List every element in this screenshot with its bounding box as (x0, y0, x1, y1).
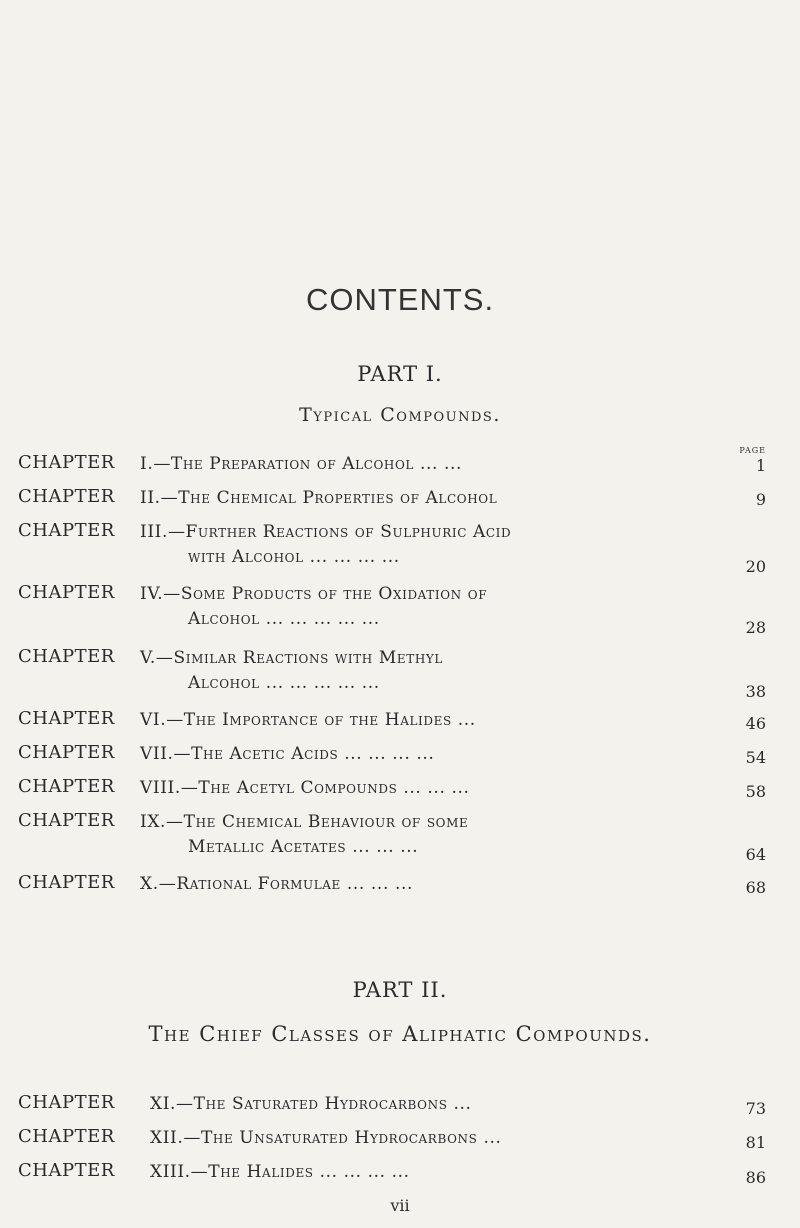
toc-entry-continuation: Alcohol ... ... ... ... ... (188, 673, 380, 693)
chapter-label: CHAPTER (18, 742, 115, 763)
toc-entry: XII.—The Unsaturated Hydrocarbons ... (150, 1128, 502, 1148)
page-number: 81 (745, 1133, 766, 1152)
toc-entry: III.—Further Reactions of Sulphuric Acid (140, 522, 512, 542)
toc-entry: XI.—The Saturated Hydrocarbons ... (150, 1094, 472, 1114)
page-number: 9 (755, 490, 766, 509)
page-column-header: PAGE (739, 446, 766, 455)
toc-entry: V.—Similar Reactions with Methyl (140, 648, 443, 668)
toc-entry-continuation: Alcohol ... ... ... ... ... (188, 609, 380, 629)
toc-entry: VIII.—The Acetyl Compounds ... ... ... (140, 778, 470, 798)
toc-entry: VII.—The Acetic Acids ... ... ... ... (140, 744, 435, 764)
page-folio: vii (390, 1196, 410, 1215)
page-number: 58 (745, 782, 766, 801)
page-number: 68 (745, 878, 766, 897)
page-number: 86 (745, 1168, 766, 1187)
toc-entry: VI.—The Importance of the Halides ... (140, 710, 476, 730)
page-number: 1 (755, 456, 766, 475)
chapter-label: CHAPTER (18, 520, 115, 541)
chapter-label: CHAPTER (18, 486, 115, 507)
toc-entry: X.—Rational Formulae ... ... ... (140, 874, 413, 894)
part-2-heading: PART II. (352, 978, 448, 1002)
part-2-subtitle: The Chief Classes of Aliphatic Compounds. (148, 1022, 652, 1046)
page-title: CONTENTS. (305, 282, 495, 317)
chapter-label: CHAPTER (18, 872, 115, 893)
chapter-label: CHAPTER (18, 708, 115, 729)
toc-entry: IX.—The Chemical Behaviour of some (140, 812, 469, 832)
page-number: 64 (745, 845, 766, 864)
page-number: 46 (745, 714, 766, 733)
chapter-label: CHAPTER (18, 776, 115, 797)
chapter-label: CHAPTER (18, 582, 115, 603)
page-number: 20 (745, 557, 766, 576)
page-number: 28 (745, 618, 766, 637)
toc-entry: XIII.—The Halides ... ... ... ... (150, 1162, 410, 1182)
chapter-label: CHAPTER (18, 452, 115, 473)
toc-entry: I.—The Preparation of Alcohol ... ... (140, 454, 463, 474)
page-number: 73 (745, 1099, 766, 1118)
toc-entry-continuation: Metallic Acetates ... ... ... (188, 837, 419, 857)
chapter-label: CHAPTER (18, 1160, 115, 1181)
chapter-label: CHAPTER (18, 1092, 115, 1113)
chapter-label: CHAPTER (18, 646, 115, 667)
toc-entry-continuation: with Alcohol ... ... ... ... (188, 547, 400, 567)
chapter-label: CHAPTER (18, 810, 115, 831)
chapter-label: CHAPTER (18, 1126, 115, 1147)
toc-entry: IV.—Some Products of the Oxidation of (140, 584, 488, 604)
page-number: 38 (745, 682, 766, 701)
part-1-subtitle: Typical Compounds. (299, 404, 501, 426)
part-1-heading: PART I. (357, 362, 443, 386)
toc-entry: II.—The Chemical Properties of Alcohol (140, 488, 498, 508)
page-number: 54 (745, 748, 766, 767)
